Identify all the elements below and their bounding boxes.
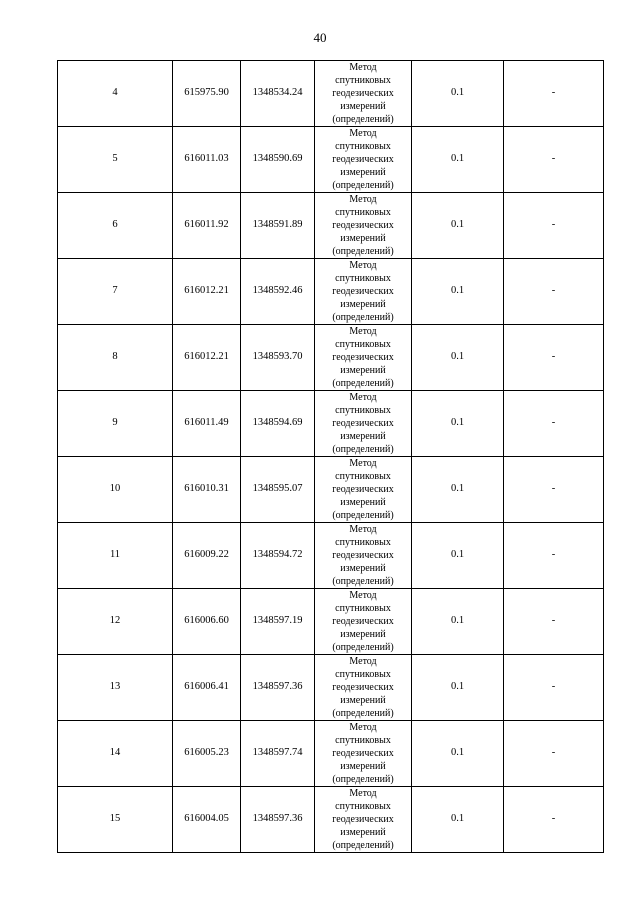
method-line: геодезических (332, 550, 394, 561)
method-line: измерений (340, 695, 386, 706)
accuracy-cell: 0.1 (412, 457, 504, 523)
method-line: геодезических (332, 814, 394, 825)
method-line: измерений (340, 563, 386, 574)
method-line: спутниковых (335, 339, 391, 350)
method-line: спутниковых (335, 471, 391, 482)
method-cell (315, 787, 412, 853)
method-line: измерений (340, 761, 386, 772)
method-line: геодезических (332, 154, 394, 165)
note-cell: - (504, 721, 604, 787)
table-row (58, 655, 604, 721)
x-coordinate-cell: 616011.92 (173, 193, 241, 259)
method-line: геодезических (332, 352, 394, 363)
method-line: измерений (340, 233, 386, 244)
method-line: спутниковых (335, 669, 391, 680)
note-cell: - (504, 457, 604, 523)
method-line: спутниковых (335, 273, 391, 284)
x-coordinate-cell: 615975.90 (173, 61, 241, 127)
accuracy-cell: 0.1 (412, 61, 504, 127)
accuracy-cell: 0.1 (412, 523, 504, 589)
note-cell: - (504, 391, 604, 457)
x-coordinate-cell: 616006.41 (173, 655, 241, 721)
accuracy-cell: 0.1 (412, 589, 504, 655)
method-cell (315, 61, 412, 127)
point-number-cell: 5 (58, 127, 173, 193)
method-cell (315, 391, 412, 457)
method-line: (определений) (332, 378, 394, 389)
point-number-cell: 8 (58, 325, 173, 391)
method-line: геодезических (332, 748, 394, 759)
point-number-cell: 13 (58, 655, 173, 721)
method-line: Метод (349, 326, 377, 337)
accuracy-cell: 0.1 (412, 325, 504, 391)
method-line: (определений) (332, 180, 394, 191)
method-line: (определений) (332, 642, 394, 653)
y-coordinate-cell: 1348595.07 (241, 457, 315, 523)
x-coordinate-cell: 616009.22 (173, 523, 241, 589)
x-coordinate-cell: 616012.21 (173, 325, 241, 391)
method-line: измерений (340, 827, 386, 838)
y-coordinate-cell: 1348590.69 (241, 127, 315, 193)
table-row (58, 127, 604, 193)
method-line: Метод (349, 788, 377, 799)
note-cell: - (504, 655, 604, 721)
y-coordinate-cell: 1348597.36 (241, 787, 315, 853)
x-coordinate-cell: 616005.23 (173, 721, 241, 787)
method-line: Метод (349, 524, 377, 535)
y-coordinate-cell: 1348597.19 (241, 589, 315, 655)
method-line: спутниковых (335, 603, 391, 614)
method-line: Метод (349, 392, 377, 403)
table-row (58, 391, 604, 457)
accuracy-cell: 0.1 (412, 787, 504, 853)
method-line: (определений) (332, 114, 394, 125)
accuracy-cell: 0.1 (412, 127, 504, 193)
table-row (58, 457, 604, 523)
y-coordinate-cell: 1348594.72 (241, 523, 315, 589)
method-line: (определений) (332, 840, 394, 851)
coordinates-table (57, 60, 604, 853)
method-line: измерений (340, 167, 386, 178)
page-number: 40 (313, 30, 327, 45)
note-cell: - (504, 325, 604, 391)
method-line: Метод (349, 260, 377, 271)
accuracy-cell: 0.1 (412, 655, 504, 721)
method-line: (определений) (332, 708, 394, 719)
note-cell: - (504, 787, 604, 853)
table-row (58, 61, 604, 127)
method-line: геодезических (332, 220, 394, 231)
point-number-cell: 7 (58, 259, 173, 325)
method-line: (определений) (332, 444, 394, 455)
method-cell (315, 721, 412, 787)
accuracy-cell: 0.1 (412, 721, 504, 787)
y-coordinate-cell: 1348534.24 (241, 61, 315, 127)
method-line: Метод (349, 128, 377, 139)
point-number-cell: 4 (58, 61, 173, 127)
x-coordinate-cell: 616012.21 (173, 259, 241, 325)
method-line: измерений (340, 299, 386, 310)
method-cell (315, 259, 412, 325)
method-line: Метод (349, 590, 377, 601)
point-number-cell: 10 (58, 457, 173, 523)
y-coordinate-cell: 1348592.46 (241, 259, 315, 325)
y-coordinate-cell: 1348597.74 (241, 721, 315, 787)
accuracy-cell: 0.1 (412, 391, 504, 457)
table-row (58, 259, 604, 325)
method-line: спутниковых (335, 801, 391, 812)
y-coordinate-cell: 1348594.69 (241, 391, 315, 457)
method-line: Метод (349, 62, 377, 73)
y-coordinate-cell: 1348597.36 (241, 655, 315, 721)
table-row (58, 325, 604, 391)
method-line: Метод (349, 656, 377, 667)
point-number-cell: 15 (58, 787, 173, 853)
method-line: измерений (340, 629, 386, 640)
table-row (58, 787, 604, 853)
method-line: измерений (340, 365, 386, 376)
method-line: Метод (349, 722, 377, 733)
method-cell (315, 457, 412, 523)
method-line: Метод (349, 458, 377, 469)
method-cell (315, 325, 412, 391)
method-cell (315, 523, 412, 589)
method-line: (определений) (332, 510, 394, 521)
method-line: спутниковых (335, 75, 391, 86)
note-cell: - (504, 193, 604, 259)
table-row (58, 721, 604, 787)
method-line: (определений) (332, 312, 394, 323)
method-line: геодезических (332, 616, 394, 627)
table-row (58, 523, 604, 589)
method-line: геодезических (332, 418, 394, 429)
method-line: измерений (340, 431, 386, 442)
table-body (58, 61, 604, 853)
x-coordinate-cell: 616011.03 (173, 127, 241, 193)
method-line: спутниковых (335, 141, 391, 152)
note-cell: - (504, 259, 604, 325)
method-line: геодезических (332, 484, 394, 495)
x-coordinate-cell: 616011.49 (173, 391, 241, 457)
method-cell (315, 193, 412, 259)
x-coordinate-cell: 616010.31 (173, 457, 241, 523)
note-cell: - (504, 523, 604, 589)
y-coordinate-cell: 1348593.70 (241, 325, 315, 391)
method-line: Метод (349, 194, 377, 205)
method-line: (определений) (332, 774, 394, 785)
method-line: спутниковых (335, 537, 391, 548)
y-coordinate-cell: 1348591.89 (241, 193, 315, 259)
point-number-cell: 6 (58, 193, 173, 259)
x-coordinate-cell: 616004.05 (173, 787, 241, 853)
x-coordinate-cell: 616006.60 (173, 589, 241, 655)
method-line: (определений) (332, 576, 394, 587)
point-number-cell: 12 (58, 589, 173, 655)
note-cell: - (504, 61, 604, 127)
method-line: спутниковых (335, 735, 391, 746)
point-number-cell: 14 (58, 721, 173, 787)
method-line: геодезических (332, 286, 394, 297)
method-cell (315, 127, 412, 193)
method-line: измерений (340, 497, 386, 508)
method-cell (315, 655, 412, 721)
method-line: спутниковых (335, 207, 391, 218)
point-number-cell: 11 (58, 523, 173, 589)
accuracy-cell: 0.1 (412, 193, 504, 259)
table-row (58, 193, 604, 259)
method-cell (315, 589, 412, 655)
method-line: спутниковых (335, 405, 391, 416)
method-line: измерений (340, 101, 386, 112)
method-line: геодезических (332, 88, 394, 99)
method-line: геодезических (332, 682, 394, 693)
note-cell: - (504, 589, 604, 655)
table-row (58, 589, 604, 655)
method-line: (определений) (332, 246, 394, 257)
note-cell: - (504, 127, 604, 193)
point-number-cell: 9 (58, 391, 173, 457)
accuracy-cell: 0.1 (412, 259, 504, 325)
